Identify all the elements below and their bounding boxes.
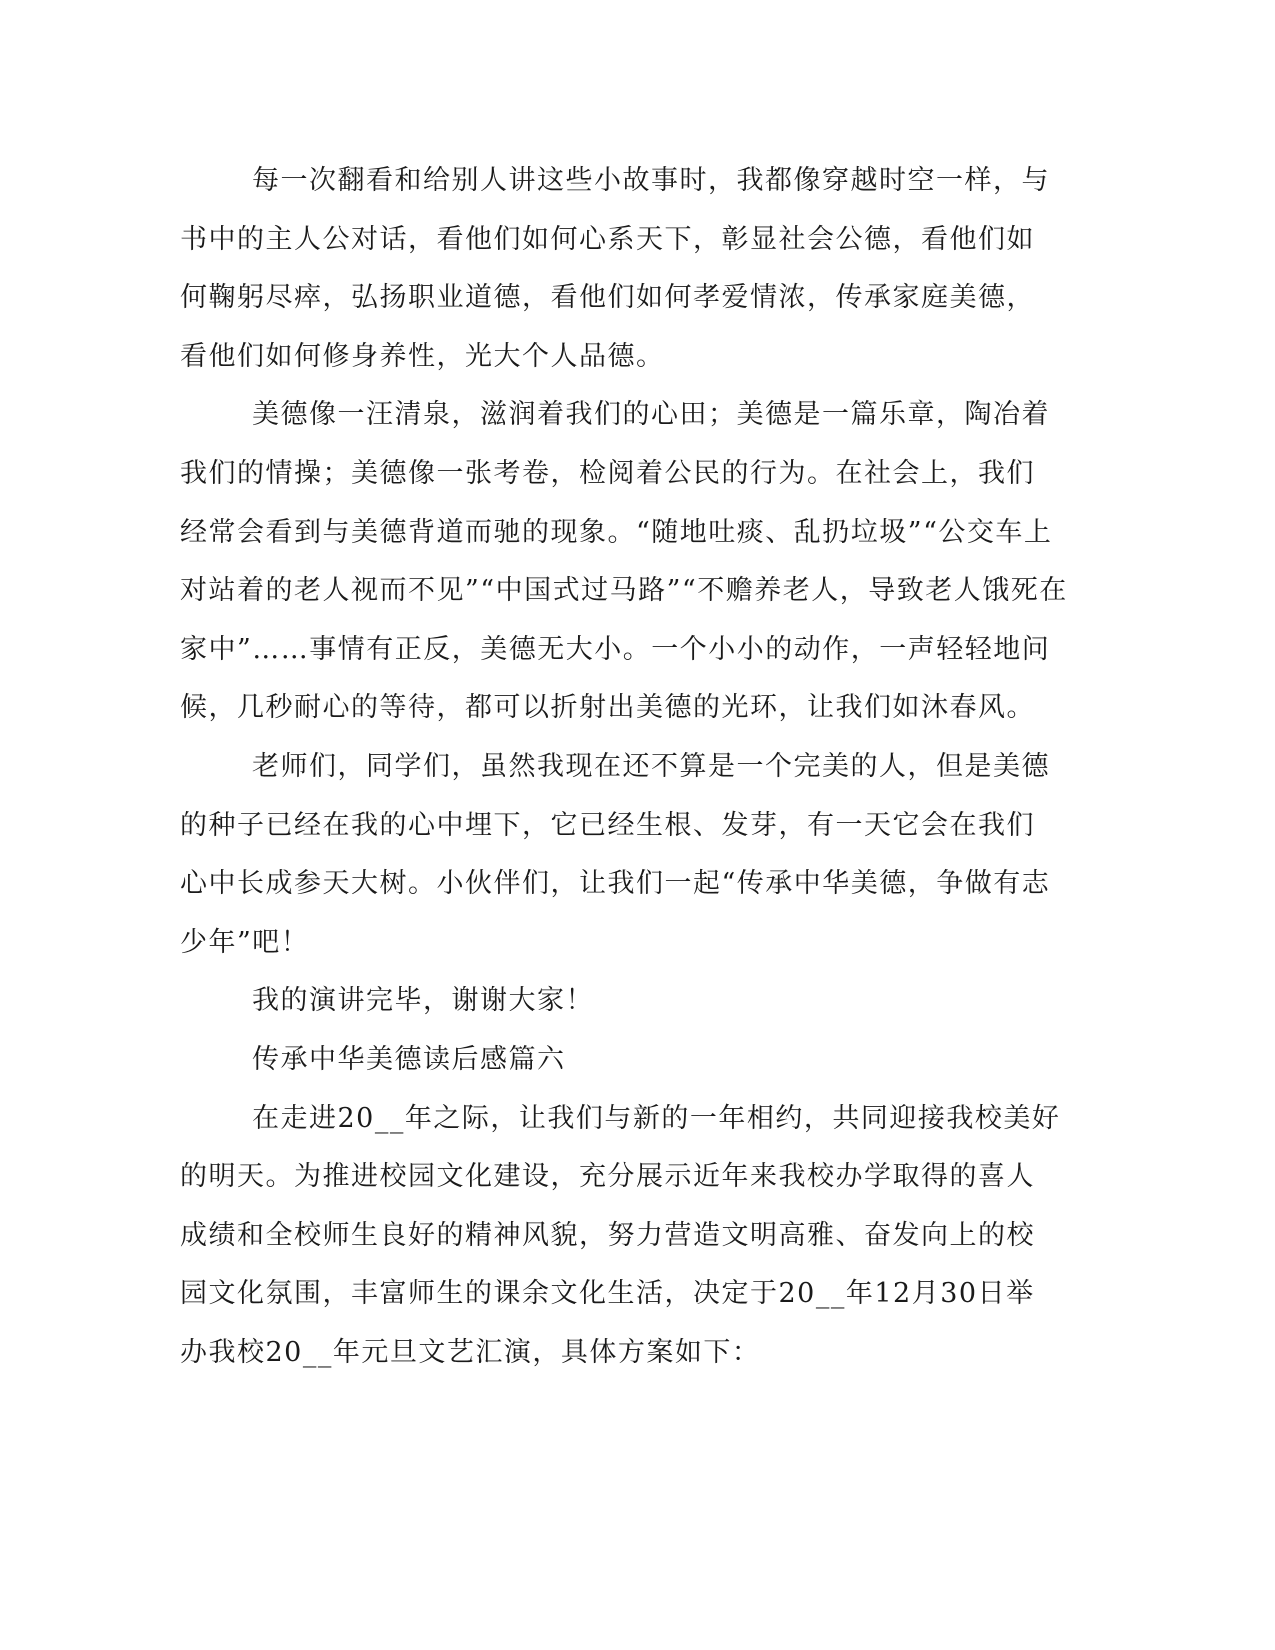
- text-line: 在走进20__年之际，让我们与新的一年相约，共同迎接我校美好: [252, 1102, 1061, 1134]
- heading-line: 传承中华美德读后感篇六: [252, 1043, 566, 1075]
- text-line: 家中”……事情有正反，美德无大小。一个小小的动作，一声轻轻地问: [180, 633, 1051, 665]
- text-line: 何鞠躬尽瘁，弘扬职业道德，看他们如何孝爱情浓，传承家庭美德，: [180, 282, 1035, 314]
- text-line: 看他们如何修身养性，光大个人品德。: [180, 340, 665, 372]
- text-line: 成绩和全校师生良好的精神风貌，努力营造文明高雅、奋发向上的校: [180, 1219, 1035, 1251]
- text-line: 少年”吧！: [180, 926, 310, 958]
- paragraph-1: [180, 152, 1050, 386]
- body-text: [180, 152, 1068, 1382]
- paragraph-6: [180, 1090, 1061, 1383]
- text-line: 我的演讲完毕，谢谢大家！: [252, 985, 594, 1017]
- text-line: 心中长成参天大树。小伙伴们，让我们一起“传承中华美德，争做有志: [180, 868, 1051, 900]
- text-line: 美德像一汪清泉，滋润着我们的心田；美德是一篇乐章，陶冶着: [252, 399, 1050, 431]
- paragraph-3: [180, 738, 1051, 972]
- section-heading: [180, 1031, 1040, 1090]
- text-line: 对站着的老人视而不见”“中国式过马路”“不赡养老人，导致老人饿死在: [180, 575, 1068, 607]
- text-line: 的种子已经在我的心中埋下，它已经生根、发芽，有一天它会在我们: [180, 809, 1035, 841]
- text-line: 办我校20__年元旦文艺汇演，具体方案如下：: [180, 1336, 761, 1368]
- text-line: 书中的主人公对话，看他们如何心系天下，彰显社会公德，看他们如: [180, 223, 1035, 255]
- text-line: 园文化氛围，丰富师生的课余文化生活，决定于20__年12月30日举: [180, 1278, 1035, 1310]
- paragraph-2: [180, 386, 1068, 738]
- text-line: 老师们，同学们，虽然我现在还不算是一个完美的人，但是美德: [252, 750, 1050, 782]
- text-line: 经常会看到与美德背道而驰的现象。“随地吐痰、乱扔垃圾”“公交车上: [180, 516, 1053, 548]
- text-line: 候，几秒耐心的等待，都可以折射出美德的光环，让我们如沐春风。: [180, 692, 1035, 724]
- text-line: 我们的情操；美德像一张考卷，检阅着公民的行为。在社会上，我们: [180, 457, 1035, 489]
- paragraph-4: [180, 972, 1040, 1031]
- text-line: 的明天。为推进校园文化建设，充分展示近年来我校办学取得的喜人: [180, 1161, 1035, 1193]
- text-line: 每一次翻看和给别人讲这些小故事时，我都像穿越时空一样，与: [252, 165, 1050, 196]
